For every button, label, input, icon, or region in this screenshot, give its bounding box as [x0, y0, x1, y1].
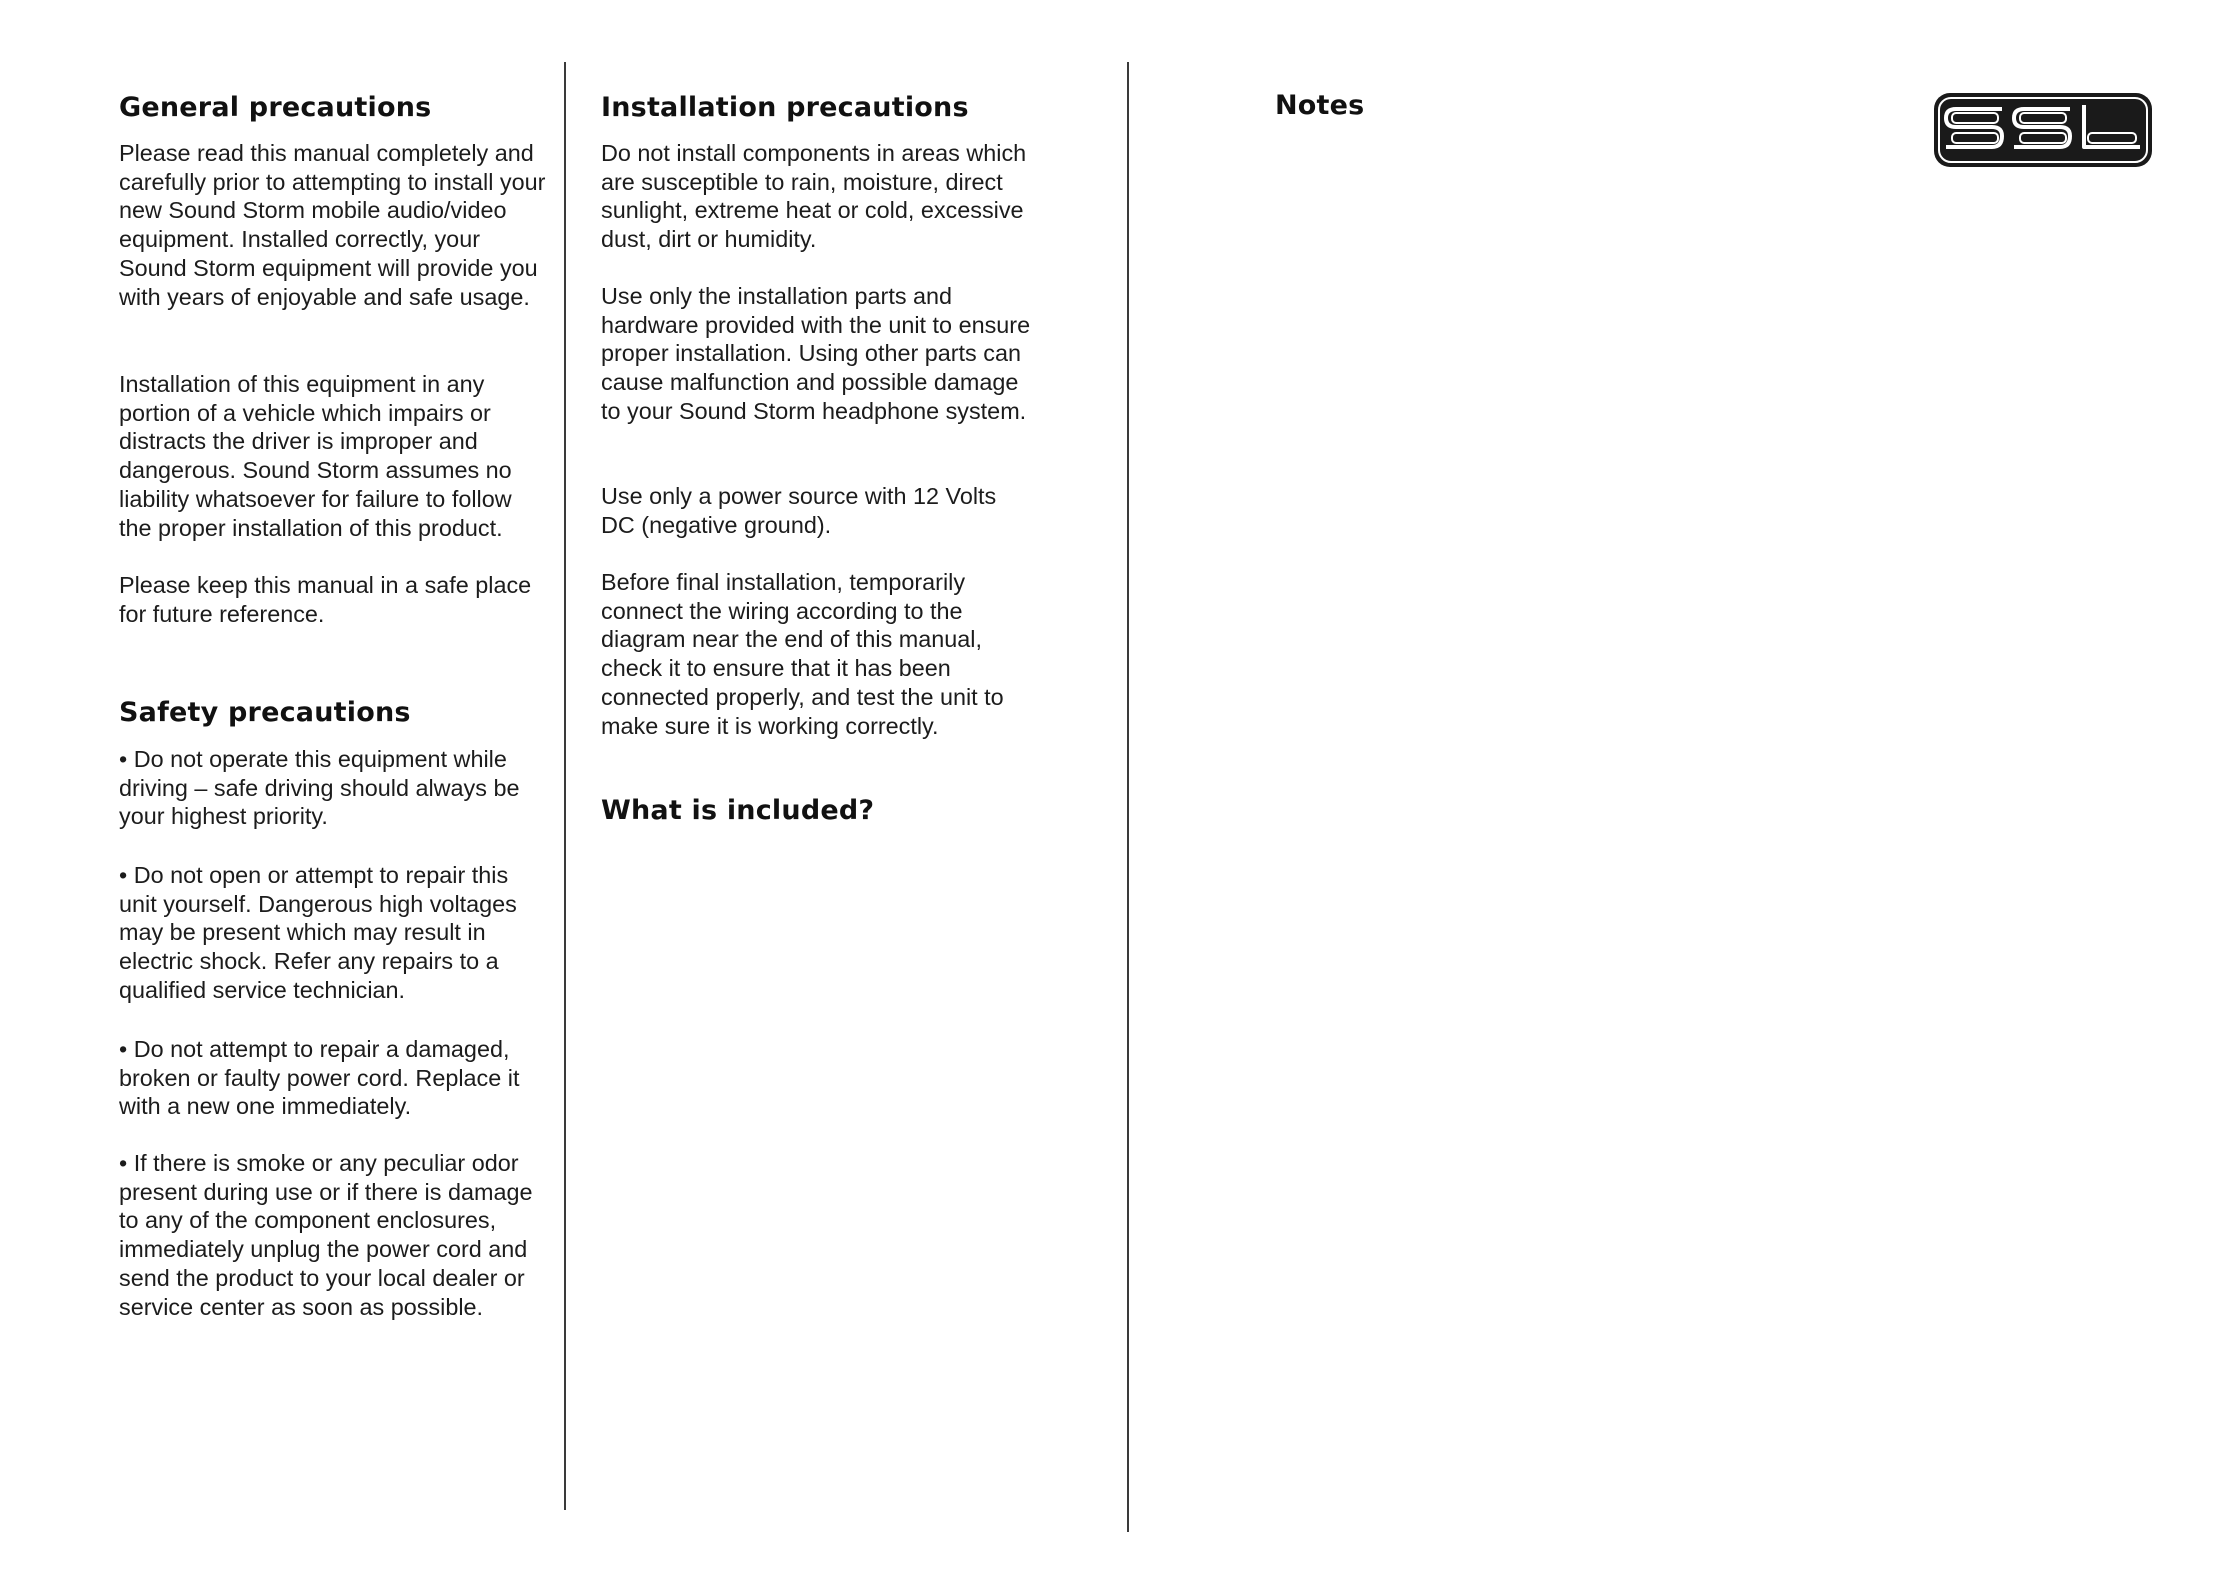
general-paragraph-3: Please keep this manual in a safe place for future reference. [119, 572, 532, 627]
what-is-included-heading: What is included? [601, 795, 875, 826]
safety-item-3: • Do not attempt to repair a damaged, broken or faulty power cord. Replace it with a new one immediately. [119, 1036, 520, 1120]
safety-item-1: • Do not operate this equipment while driving – safe driving should always be your highest priority. [119, 746, 520, 830]
safety-precautions-heading: Safety precautions [119, 697, 411, 728]
installation-paragraph-3: Use only a power source with 12 Volts DC (negative ground). [601, 483, 997, 538]
installation-paragraph-4: Before final installation, temporarily connect the wiring according to the diagram near the end of this manual, check it to ensure that it has been connected properly, and test the unit to make sure it is working correctly. [601, 569, 1004, 739]
safety-item-2: • Do not open or attempt to repair this unit yourself. Dangerous high voltages may be present which may result in electric shock. Refer any repairs to a qualified service technician. [119, 862, 517, 1003]
ssl-logo-icon [1932, 91, 2154, 169]
general-paragraph-1: Please read this manual completely and carefully prior to attempting to install your new Sound Storm mobile audio/video equipment. Installed correctly, your Sound Storm equipment will provide you with years of enjoyable and safe usage. [119, 140, 546, 310]
safety-item-4: • If there is smoke or any peculiar odor present during use or if there is damage to any of the component enclosures, immediately unplug the power cord and send the product to your local dealer or service center as soon as possible. [119, 1150, 533, 1320]
notes-heading: Notes [1275, 90, 1365, 121]
installation-paragraph-2: Use only the installation parts and hardware provided with the unit to ensure proper installation. Using other parts can cause malfunction and possible damage to your Sound Storm headphone system. [601, 283, 1031, 424]
general-precautions-heading: General precautions [119, 92, 432, 123]
column-divider-right [1127, 62, 1129, 1532]
general-paragraph-2: Installation of this equipment in any portion of a vehicle which impairs or distracts the driver is improper and dangerous. Sound Storm assumes no liability whatsoever for failure to follow the proper installation of this product. [119, 371, 512, 541]
column-divider-left [564, 62, 566, 1510]
installation-paragraph-1: Do not install components in areas which are susceptible to rain, moisture, direct sunlight, extreme heat or cold, excessive dust, dirt or humidity. [601, 140, 1027, 253]
installation-precautions-heading: Installation precautions [601, 92, 969, 123]
